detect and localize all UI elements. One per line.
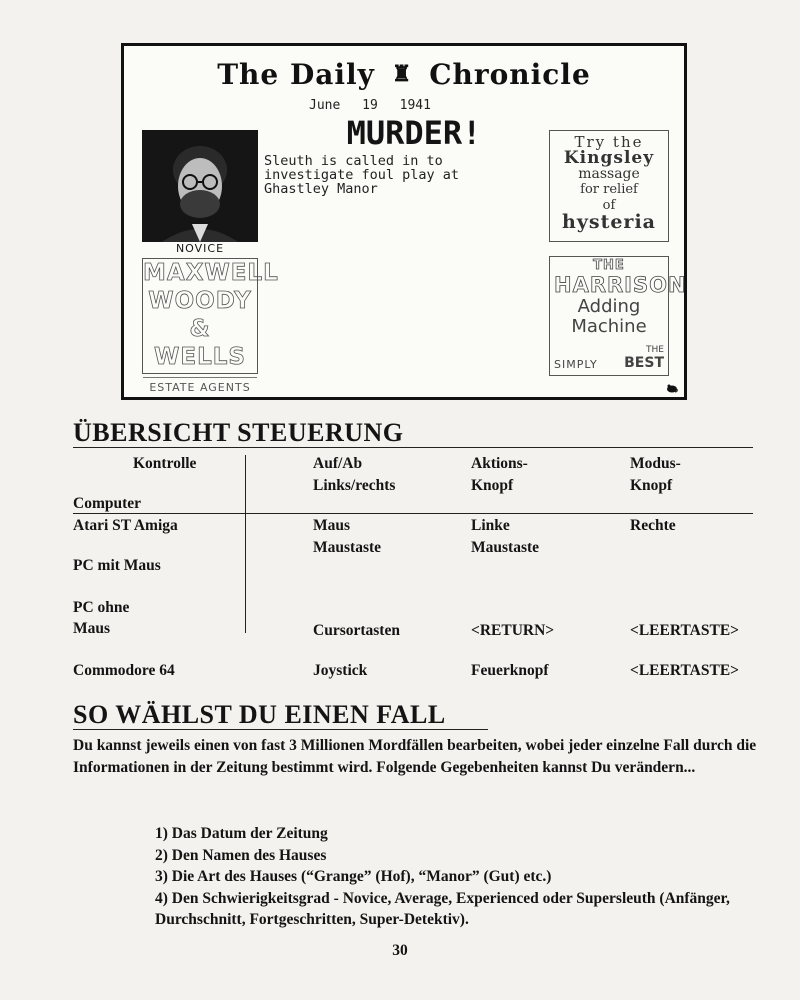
header-move-2: Links/rechts	[313, 477, 396, 494]
ad-harrison-footer	[554, 345, 664, 371]
mouse-icon	[666, 383, 678, 393]
list-item: 1) Das Datum der Zeitung	[155, 825, 328, 842]
row-pc-nomouse-move: Cursortasten	[313, 622, 400, 639]
row-pc-nomouse-mode: <LEERTASTE>	[630, 622, 740, 639]
newspaper-headline: MURDER!	[346, 114, 482, 152]
ad-kingsley-line-5: of	[602, 198, 616, 213]
header-kontrolle: Kontrolle	[133, 455, 197, 472]
ad-harrison-line-3: Adding	[577, 296, 641, 317]
row-c64-action: Feuerknopf	[471, 662, 549, 679]
ad-harrison-line-1: THE	[593, 258, 625, 273]
row-c64-computer: Commodore 64	[73, 662, 175, 679]
ad-harrison-line-2: HARRISON	[554, 273, 687, 297]
case-intro: Du kannst jeweils einen von fast 3 Millionen Mordfällen bearbeiten, wobei jeder einzelne Fall durch die Informationen in der Zeitung bestimmt wird. Folgende Gegebenheiten kannst Du verändern...	[73, 737, 757, 776]
ad-estate-agents	[142, 258, 279, 394]
row-pc-nomouse-action: <RETURN>	[471, 622, 555, 639]
list-item: 2) Den Namen des Hauses	[155, 846, 327, 864]
header-mode-2: Knopf	[630, 477, 673, 494]
ad-estate-line-2: WOODY &	[148, 288, 252, 342]
ad-harrison-machine	[549, 256, 687, 376]
ad-estate-line-3: WELLS	[154, 344, 246, 370]
row-c64-move: Joystick	[313, 662, 368, 679]
table-vertical-divider	[245, 455, 246, 633]
row-c64-mode: <LEERTASTE>	[630, 662, 740, 679]
row-atari-action-2: Maustaste	[471, 539, 540, 556]
ad-kingsley-line-2: Kingsley	[563, 148, 655, 168]
row-pc-nomouse-computer-1: PC ohne	[73, 599, 130, 616]
difficulty-label: NOVICE	[175, 242, 225, 255]
ad-harrison-line-4: Machine	[571, 316, 647, 337]
newspaper-screenshot	[121, 43, 687, 400]
table-horizontal-divider	[73, 513, 753, 514]
ad-kingsley-massage	[549, 130, 669, 242]
list-item: 3) Die Art des Hauses (“Grange” (Hof), “Manor” (Gut) etc.)	[155, 868, 552, 885]
ad-estate-tagline: ESTATE AGENTS	[143, 377, 257, 394]
list-item: 4) Den Schwierigkeitsgrad - Novice, Average, Experienced oder Supersleuth (Anfänger, Durchschnitt, Fortgeschritten, Super-Detektiv).	[155, 889, 730, 928]
ad-estate-line-1: MAXWELL	[143, 260, 279, 286]
masthead-chronicle: Chronicle	[429, 58, 591, 91]
page-number: 30	[392, 942, 408, 959]
ad-kingsley-line-4: for relief	[580, 182, 638, 197]
row-atari-mode: Rechte	[630, 517, 676, 534]
ad-harrison-best: BEST	[624, 355, 664, 371]
case-title: SO WÄHLST DU EINEN FALL	[73, 700, 446, 729]
ad-harrison-the: THE	[646, 345, 664, 355]
controls-table	[73, 445, 753, 695]
row-atari-computer: Atari ST Amiga	[73, 517, 178, 534]
controls-title: ÜBERSICHT STEUERUNG	[73, 418, 404, 447]
detective-portrait-image	[142, 130, 258, 242]
ad-kingsley-line-1: Try the	[574, 133, 644, 151]
newspaper-story: Sleuth is called in to investigate foul play at Ghastley Manor	[264, 153, 460, 197]
ad-kingsley-line-6: hysteria	[562, 211, 656, 233]
masthead-emblem-icon: ♜	[391, 61, 413, 87]
case-title-rule	[73, 729, 488, 730]
row-atari-move-1: Maus	[313, 517, 351, 534]
header-action-2: Knopf	[471, 477, 514, 494]
header-mode-1: Modus-	[630, 455, 681, 472]
header-move-1: Auf/Ab	[313, 455, 363, 472]
row-atari-move-2: Maustaste	[313, 539, 382, 556]
newspaper-masthead	[124, 58, 684, 91]
detective-portrait	[142, 130, 258, 242]
case-options-list	[155, 823, 765, 931]
row-pc-nomouse-computer-2: Maus	[73, 620, 111, 637]
row-atari-action-1: Linke	[471, 517, 510, 534]
ad-harrison-the-best	[624, 345, 664, 371]
ad-harrison-simply: SIMPLY	[554, 358, 598, 371]
header-action-1: Aktions-	[471, 455, 528, 472]
newspaper-date: June 19 1941	[309, 98, 431, 113]
ad-kingsley-line-3: massage	[578, 166, 640, 182]
masthead-the-daily: The Daily	[217, 58, 375, 91]
header-computer: Computer	[73, 495, 142, 512]
row-pc-mouse-computer: PC mit Maus	[73, 557, 161, 574]
